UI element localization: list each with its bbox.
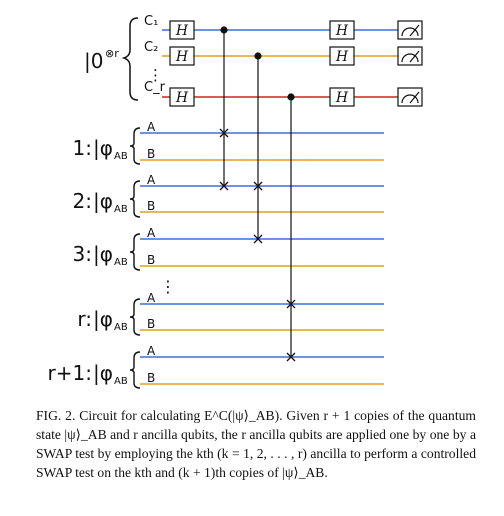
- copy-index-r1: r+1:: [47, 361, 92, 385]
- ancilla-register-power: ⊗r: [105, 47, 119, 60]
- qubit-label-1A: A: [147, 120, 156, 134]
- h-gate-label: H: [175, 49, 189, 65]
- copy-brace-r1: [130, 352, 140, 388]
- copy-state-r1: |φ: [93, 361, 113, 385]
- copy-subscript-r1: AB: [114, 376, 128, 387]
- ancilla-brace: [124, 18, 138, 100]
- meter-icon: [398, 88, 422, 106]
- qubit-label-1B: B: [147, 147, 156, 161]
- qubit-label-3A: A: [147, 226, 156, 240]
- meter-icon: [398, 21, 422, 39]
- qubit-label-2B: B: [147, 199, 156, 213]
- h-gate-label: H: [335, 49, 349, 65]
- h-gate-label: H: [335, 23, 349, 39]
- copy-state-3: |φ: [93, 242, 113, 266]
- ancilla-label-cr: C_r: [144, 80, 165, 95]
- ancilla-register-ket: |0: [84, 49, 104, 73]
- qubit-label-r1B: B: [147, 371, 156, 385]
- copy-subscript-r: AB: [114, 322, 128, 333]
- copies-vdots: ⋮: [160, 277, 176, 296]
- ancilla-label-c1: C₁: [144, 14, 159, 29]
- figure-caption: FIG. 2. Circuit for calculating E^C(|ψ⟩_AB). Given r + 1 copies of the quantum state |ψ⟩_AB and r ancilla qubits, the r ancilla qubits are applied one by one by a SWAP test by employing the kth (k = 1, 2, . . . , r) ancilla to perform a controlled SWAP test on the kth and (k + 1)th copies of |ψ⟩_AB.: [36, 408, 476, 480]
- copy-subscript-3: AB: [114, 257, 128, 268]
- h-gate-label: H: [175, 90, 189, 106]
- copy-index-3: 3:: [72, 242, 92, 266]
- copy-brace-r: [130, 299, 140, 335]
- qubit-label-rB: B: [147, 317, 156, 331]
- copy-state-1: |φ: [93, 136, 113, 160]
- ancilla-vdots: ⋮: [148, 66, 163, 84]
- hadamard-gates: [170, 21, 354, 106]
- qubit-label-r1A: A: [147, 344, 156, 358]
- copy-index-2: 2:: [72, 189, 92, 213]
- copy-index-1: 1:: [72, 136, 92, 160]
- copy-subscript-1: AB: [114, 151, 128, 162]
- meter-icon: [398, 47, 422, 65]
- control-dot-r: [287, 93, 294, 100]
- qubit-label-2A: A: [147, 173, 156, 187]
- copy-subscript-2: AB: [114, 204, 128, 215]
- control-dot-2: [254, 52, 261, 59]
- copy-state-2: |φ: [93, 189, 113, 213]
- qubit-label-rA: A: [147, 291, 156, 305]
- control-dot-1: [220, 26, 227, 33]
- copy-index-r: r:: [77, 307, 92, 331]
- copy-brace-3: [130, 234, 140, 270]
- h-gate-label: H: [335, 90, 349, 106]
- copy-state-r: |φ: [93, 307, 113, 331]
- copy-brace-1: [130, 128, 140, 164]
- qubit-label-3B: B: [147, 253, 156, 267]
- measurement-meters: [398, 21, 422, 106]
- copy-wires: [140, 133, 384, 384]
- copy-brace-2: [130, 181, 140, 217]
- h-gate-label: H: [175, 23, 189, 39]
- ancilla-label-c2: C₂: [144, 40, 159, 55]
